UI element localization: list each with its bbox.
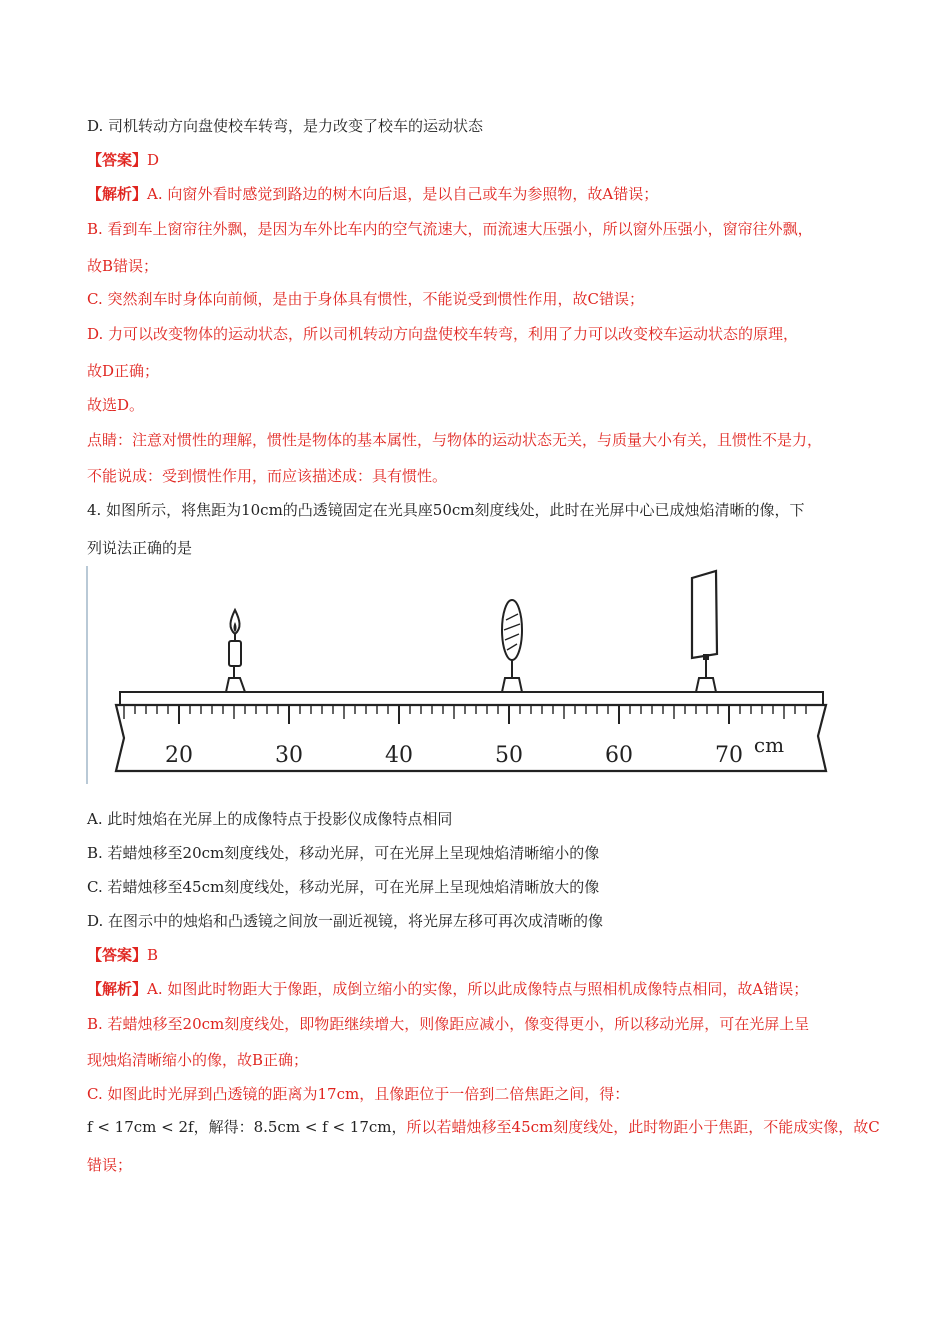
prev-analysis-d-line1: D. 力可以改变物体的运动状态，所以司机转动方向盘使校车转弯，利用了力可以改变校车运动状态的原理， [87,325,799,343]
analysis-text: A. 向窗外看时感觉到路边的树木向后退，是以自己或车为参照物，故A错误； [147,185,659,203]
prev-tip-line2: 不能说成：受到惯性作用，而应该描述成：具有惯性。 [87,467,448,485]
candle-body [229,641,241,666]
ruler-label-70: 70 [715,743,743,768]
screen-icon [692,571,717,658]
answer-value: B [147,946,159,964]
ruler-label-40: 40 [385,743,413,768]
prev-analysis-c: C. 突然刹车时身体向前倾，是由于身体具有惯性，不能说受到惯性作用，故C错误； [87,290,644,308]
prev-analysis-a [87,184,658,204]
q4-analysis-b-line1: B. 若蜡烛移至20cm刻度线处，即物距继续增大，则像距应减小，像变得更小，所以移动光屏，可在光屏上呈 [87,1015,810,1033]
answer-value: D [147,151,160,169]
prev-conclusion: 故选D。 [87,396,145,414]
light-screen [692,571,717,692]
q4-stem-line1: 4. 如图所示，将焦距为10cm的凸透镜固定在光具座50cm刻度线处，此时在光屏中心已成烛焰清晰的像，下 [87,501,805,519]
q4-analysis-c-line1: C. 如图此时光屏到凸透镜的距离为17cm，且像距位于一倍到二倍焦距之间，得： [87,1085,630,1103]
prev-answer [87,150,159,170]
answer-label: 【答案】 [87,151,148,169]
answer-label: 【答案】 [87,946,148,964]
prev-option-d: D. 司机转动方向盘使校车转弯，是力改变了校车的运动状态 [87,117,484,135]
ruler-unit: cm [753,733,785,757]
q4-stem-line2: 列说法正确的是 [87,539,193,557]
analysis-label: 【解析】 [87,980,148,998]
candle [226,610,245,692]
q4-analysis-b-line2: 现烛焰清晰缩小的像，故B正确； [87,1051,309,1069]
formula: f < 17cm < 2f，解得：8.5cm < f < 17cm， [87,1118,407,1136]
bench-rail [120,692,823,705]
q4-analysis-a [87,979,808,999]
q4-analysis-c-line3: 错误； [87,1156,133,1174]
optical-bench-figure [86,566,838,786]
ruler-label-50: 50 [495,743,523,768]
prev-analysis-b-line1: B. 看到车上窗帘往外飘，是因为车外比车内的空气流速大，而流速大压强小，所以窗外压强小，窗帘往外飘， [87,220,813,238]
prev-tip-line1: 点睛：注意对惯性的理解，惯性是物体的基本属性，与物体的运动状态无关，与质量大小有关，且惯性不是力， [87,431,823,449]
formula-conclusion: 所以若蜡烛移至45cm刻度线处，此时物距小于焦距，不能成实像，故C [406,1118,880,1136]
q4-option-d: D. 在图示中的烛焰和凸透镜之间放一副近视镜，将光屏左移可再次成清晰的像 [87,912,604,930]
analysis-label: 【解析】 [87,185,148,203]
convex-lens [502,600,522,692]
prev-analysis-d-line2: 故D正确； [87,362,160,380]
prev-analysis-b-line2: 故B错误； [87,257,159,275]
ruler-label-20: 20 [165,743,193,768]
q4-option-a: A. 此时烛焰在光屏上的成像特点于投影仪成像特点相同 [87,810,453,828]
analysis-text: A. 如图此时物距大于像距，成倒立缩小的实像，所以此成像特点与照相机成像特点相同，故A错误； [147,980,809,998]
ruler-label-60: 60 [605,743,633,768]
ruler-label-30: 30 [275,743,303,768]
q4-answer [87,945,158,965]
q4-option-b: B. 若蜡烛移至20cm刻度线处，移动光屏，可在光屏上呈现烛焰清晰缩小的像 [87,844,600,862]
q4-option-c: C. 若蜡烛移至45cm刻度线处，移动光屏，可在光屏上呈现烛焰清晰放大的像 [87,878,600,896]
q4-analysis-c-line2 [87,1117,880,1137]
